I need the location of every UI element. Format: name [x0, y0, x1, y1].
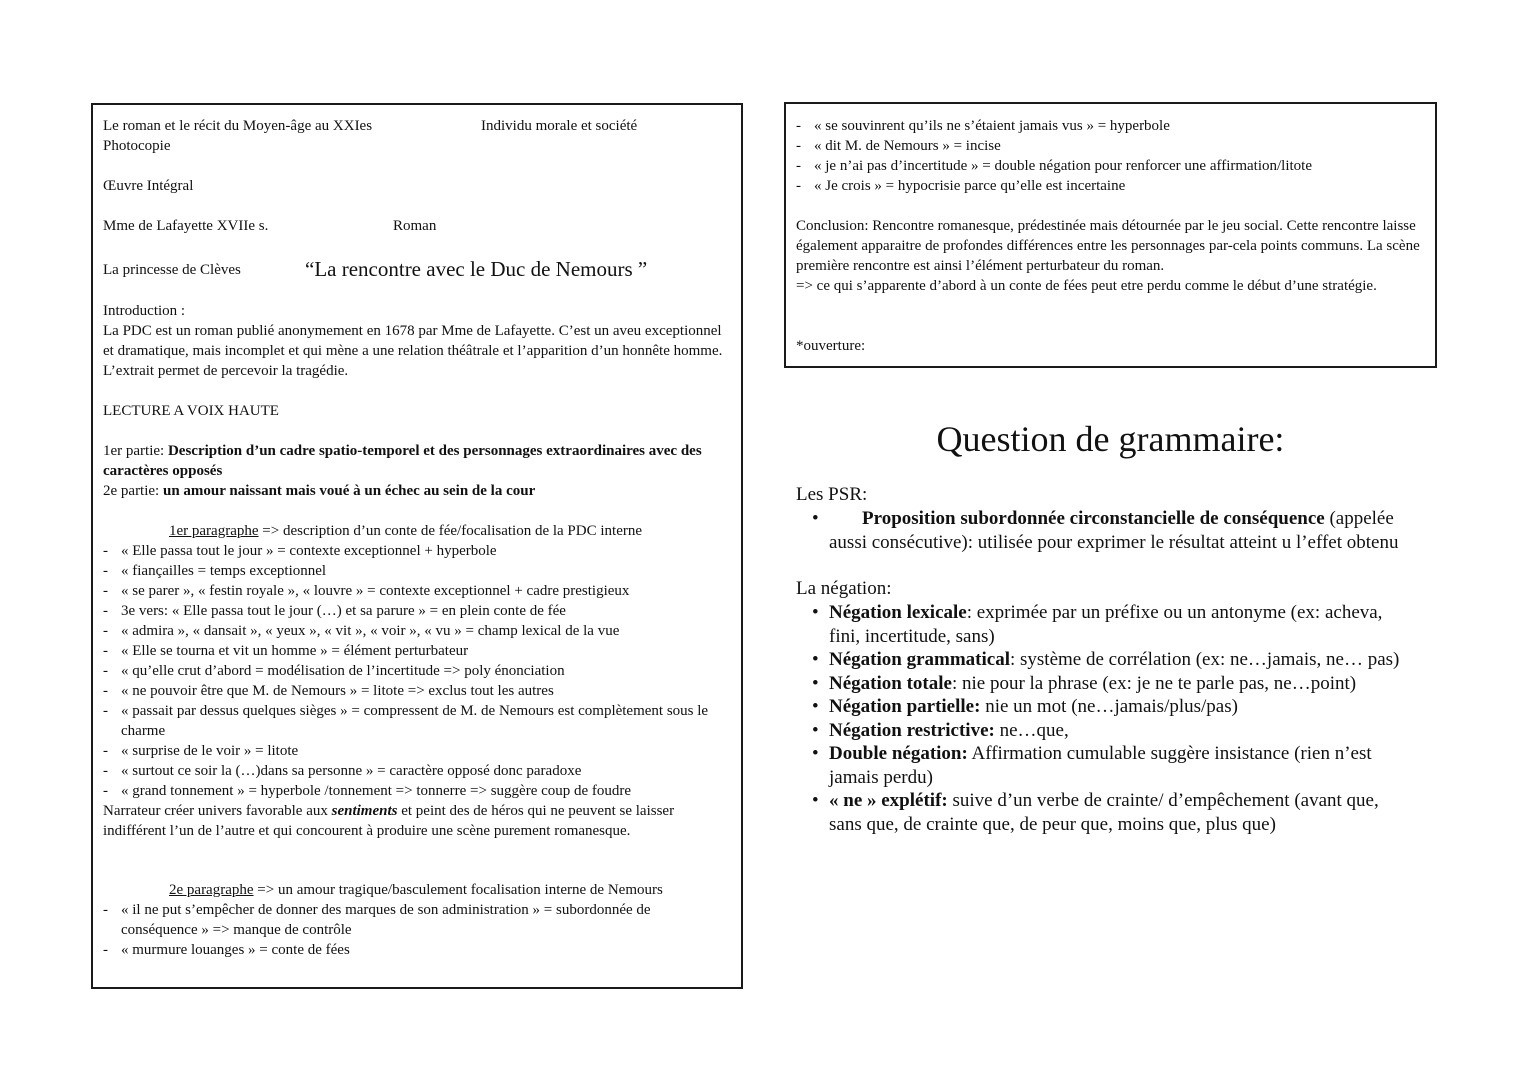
right-list	[796, 116, 1426, 196]
plan-part-1: 1er partie: Description d’un cadre spatio-temporel et des personnages extraordinaires avec des caractères opposés	[103, 443, 702, 479]
psr-list	[829, 507, 1429, 554]
list-item: - « qu’elle crut d’abord = modélisation de l’incertitude => poly énonciation	[103, 661, 723, 681]
list-item: - « murmure louanges » = conte de fées	[103, 940, 713, 960]
list-item: - « Je crois » = hypocrisie parce qu’elle est incertaine	[796, 176, 1426, 196]
list-item: • Négation partielle: nie un mot (ne…jamais/plus/pas)	[829, 695, 1414, 719]
conclusion-text: Conclusion: Rencontre romanesque, prédestinée mais détournée par le jeu social. Cette rencontre laisse également apparaitre de profondes différences entre les personnages par-cela points communs. La scène première rencontre est ainsi l’élément perturbateur du roman.	[796, 218, 1420, 274]
genre-label: Roman	[393, 218, 437, 234]
list-item: • Proposition subordonnée circonstancielle de conséquence (appelée aussi consécutive): utilisée pour exprimer le résultat atteint u l’effet obtenu	[829, 507, 1429, 554]
list-item: • Double négation: Affirmation cumulable suggère insistance (rien n’est jamais perdu)	[829, 742, 1414, 789]
list-item: - « se souvinrent qu’ils ne s’étaient jamais vus » = hyperbole	[796, 116, 1426, 136]
paragraph-1-conclusion: Narrateur créer univers favorable aux sentiments et peint des de héros qui ne peuvent se laisser indifférent l’un de l’autre et qui concourent à produire une scène purement romanesque.	[103, 803, 675, 839]
list-item: • Négation grammatical: système de corrélation (ex: ne…jamais, ne… pas)	[829, 648, 1414, 672]
list-item: • Négation lexicale: exprimée par un préfixe ou un antonyme (ex: acheva, fini, incertitude, sans)	[829, 601, 1414, 648]
list-item: - « surprise de le voir » = litote	[103, 741, 723, 761]
list-item: • Négation restrictive: ne…que,	[829, 719, 1414, 743]
intro-text: La PDC est un roman publié anonymement en 1678 par Mme de Lafayette. C’est un aveu exceptionnel et dramatique, mais incomplet et qui mène a une relation théâtrale et l’apparition d’un honnête homme. L’extrait permet de percevoir la tragédie.	[103, 323, 723, 379]
paragraph-1-heading: 1er paragraphe => description d’un conte de fée/focalisation de la PDC interne	[169, 523, 642, 539]
list-item: - « fiançailles = temps exceptionnel	[103, 561, 723, 581]
negation-label: La négation:	[796, 578, 892, 599]
book-title: La princesse de Clèves	[103, 262, 241, 278]
list-item: - « il ne put s’empêcher de donner des marques de son administration » = subordonnée de conséquence » => manque de contrôle	[103, 900, 713, 940]
paragraph-1-list	[103, 541, 723, 801]
list-item: - « se parer », « festin royale », « louvre » = contexte exceptionnel + cadre prestigieux	[103, 581, 723, 601]
intro-label: Introduction :	[103, 303, 186, 319]
course-title: Le roman et le récit du Moyen-âge au XXIes	[103, 118, 373, 134]
psr-label: Les PSR:	[796, 484, 868, 505]
list-item: • Négation totale: nie pour la phrase (ex: je ne te parle pas, ne…point)	[829, 672, 1414, 696]
lecture-label: LECTURE A VOIX HAUTE	[103, 403, 279, 419]
ouverture-label: *ouverture:	[796, 338, 866, 354]
list-item: • « ne » explétif: suive d’un verbe de crainte/ d’empêchement (avant que, sans que, de crainte que, de peur que, moins que, plus que)	[829, 789, 1414, 836]
plan-part-2: 2e partie: un amour naissant mais voué à un échec au sein de la cour	[103, 483, 536, 499]
course-theme: Individu morale et société	[481, 118, 638, 134]
author-label: Mme de Lafayette XVIIe s.	[103, 218, 269, 234]
list-item: - « dit M. de Nemours » = incise	[796, 136, 1426, 156]
list-item: - « Elle passa tout le jour » = contexte exceptionnel + hyperbole	[103, 541, 723, 561]
list-item: - « surtout ce soir la (…)dans sa personne » = caractère opposé donc paradoxe	[103, 761, 723, 781]
list-item: - « admira », « dansait », « yeux », « vit », « voir », « vu » = champ lexical de la vue	[103, 621, 723, 641]
oeuvre-label: Œuvre Intégral	[103, 178, 194, 194]
list-item: - 3e vers: « Elle passa tout le jour (…) et sa parure » = en plein conte de fée	[103, 601, 723, 621]
paragraph-2-heading: 2e paragraphe => un amour tragique/basculement focalisation interne de Nemours	[169, 882, 663, 898]
list-item: - « ne pouvoir être que M. de Nemours » = litote => exclus tout les autres	[103, 681, 723, 701]
extract-title: “La rencontre avec le Duc de Nemours ”	[305, 257, 648, 281]
list-item: - « passait par dessus quelques sièges » = compressent de M. de Nemours est complètement sous le charme	[103, 701, 723, 741]
negation-list	[829, 601, 1414, 836]
list-item: - « je n’ai pas d’incertitude » = double négation pour renforcer une affirmation/litote	[796, 156, 1426, 176]
grammar-title: Question de grammaire:	[936, 419, 1285, 459]
conclusion-strategy: => ce qui s’apparente d’abord à un conte de fées peut etre perdu comme le début d’une stratégie.	[796, 278, 1377, 294]
paragraph-2-list	[103, 900, 713, 960]
list-item: - « Elle se tourna et vit un homme » = élément perturbateur	[103, 641, 723, 661]
photocopie-label: Photocopie	[103, 138, 171, 154]
list-item: - « grand tonnement » = hyperbole /tonnement => tonnerre => suggère coup de foudre	[103, 781, 723, 801]
